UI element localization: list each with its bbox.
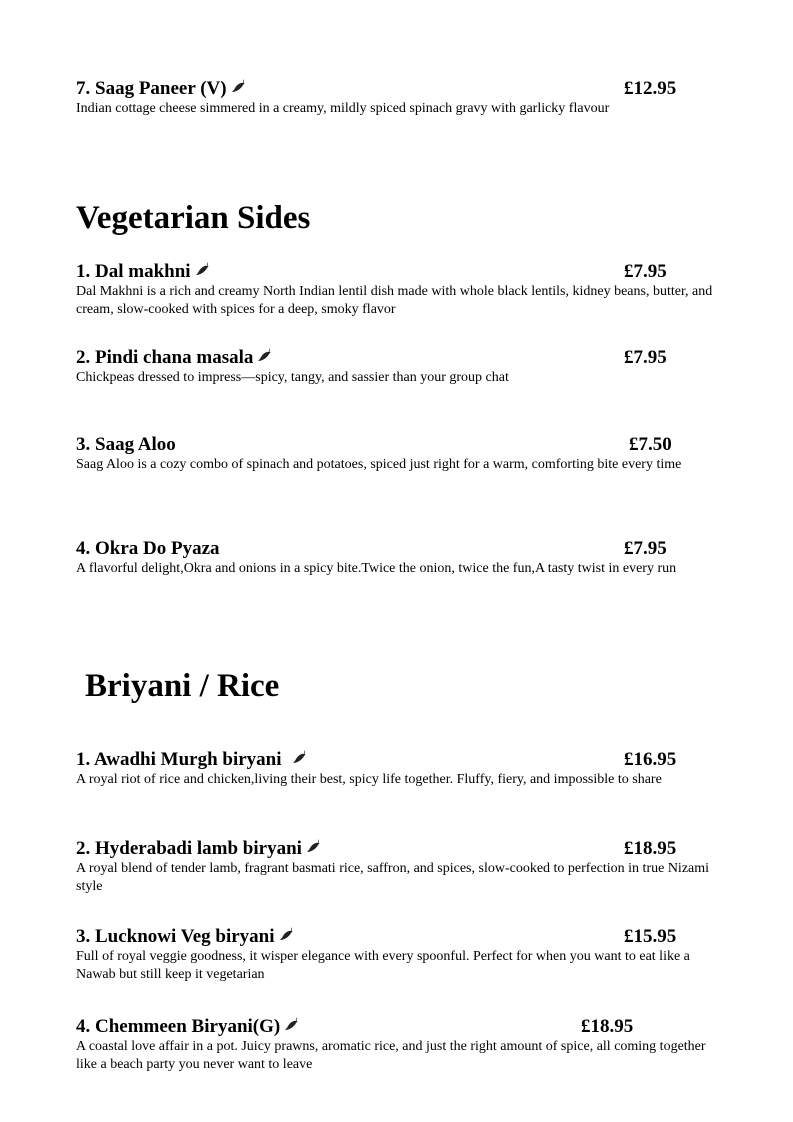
- item-name: 3. Lucknowi Veg biryani: [76, 926, 275, 947]
- item-price: £18.95: [624, 838, 677, 859]
- item-description: Chickpeas dressed to impress—spicy, tangy, and sassier than your group chat: [76, 370, 509, 385]
- item-name: 3. Saag Aloo: [76, 434, 176, 455]
- menu-item-dal-makhni: [76, 261, 716, 319]
- chili-pepper-icon: [279, 926, 295, 942]
- item-price: £18.95: [581, 1016, 634, 1037]
- item-price: £15.95: [624, 926, 677, 947]
- item-description: A royal blend of tender lamb, fragrant basmati rice, saffron, and spices, slow-cooked to perfection in true Nizami style: [76, 861, 710, 894]
- item-description: A flavorful delight,Okra and onions in a spicy bite.Twice the onion, twice the fun,A tasty twist in every run: [76, 561, 677, 576]
- section-title-vegetarian-sides: Vegetarian Sides: [76, 200, 311, 236]
- chili-pepper-icon: [292, 749, 308, 765]
- item-name: 4. Okra Do Pyaza: [76, 538, 220, 559]
- item-description: Full of royal veggie goodness, it wisper elegance with every spoonful. Perfect for when you want to eat like a Nawab but still keep it vegetarian: [76, 949, 690, 982]
- section-title-briyani-rice: Briyani / Rice: [85, 668, 280, 704]
- chili-pepper-icon: [231, 78, 247, 94]
- menu-item-saag-paneer: [76, 78, 716, 118]
- item-name: 7. Saag Paneer (V): [76, 78, 227, 99]
- item-price: £7.95: [624, 538, 667, 559]
- item-price: £7.95: [624, 347, 667, 368]
- item-name: 2. Hyderabadi lamb biryani: [76, 838, 302, 859]
- item-name: 2. Pindi chana masala: [76, 347, 254, 368]
- item-price: £12.95: [624, 78, 677, 99]
- item-description: A royal riot of rice and chicken,living their best, spicy life together. Fluffy, fiery, and impossible to share: [76, 772, 662, 787]
- menu-item-okra-do-pyaza: [76, 538, 716, 578]
- item-name: 4. Chemmeen Biryani(G): [76, 1016, 281, 1037]
- item-price: £7.50: [629, 434, 672, 455]
- menu-item-awadhi-murgh-biryani: [76, 749, 716, 789]
- item-description: Dal Makhni is a rich and creamy North Indian lentil dish made with whole black lentils, kidney beans, butter, and cream, slow-cooked with spices for a deep, smoky flavor: [76, 284, 713, 317]
- item-price: £16.95: [624, 749, 677, 770]
- chili-pepper-icon: [284, 1016, 300, 1032]
- chili-pepper-icon: [195, 261, 211, 277]
- item-description: Saag Aloo is a cozy combo of spinach and potatoes, spiced just right for a warm, comforting bite every time: [76, 457, 682, 472]
- menu-item-hyderabadi-lamb-biryani: [76, 838, 716, 896]
- item-name: 1. Awadhi Murgh biryani: [76, 749, 282, 770]
- item-name: 1. Dal makhni: [76, 261, 191, 282]
- menu-item-pindi-chana-masala: [76, 347, 716, 387]
- item-description: A coastal love affair in a pot. Juicy prawns, aromatic rice, and just the right amount of spice, all coming together like a beach party you never want to leave: [76, 1039, 706, 1072]
- menu-item-lucknowi-veg-biryani: [76, 926, 716, 984]
- chili-pepper-icon: [257, 347, 273, 363]
- chili-pepper-icon: [306, 838, 322, 854]
- item-description: Indian cottage cheese simmered in a creamy, mildly spiced spinach gravy with garlicky flavour: [76, 101, 610, 116]
- menu-item-saag-aloo: [76, 434, 716, 474]
- menu-item-chemmeen-biryani: [76, 1016, 716, 1074]
- item-price: £7.95: [624, 261, 667, 282]
